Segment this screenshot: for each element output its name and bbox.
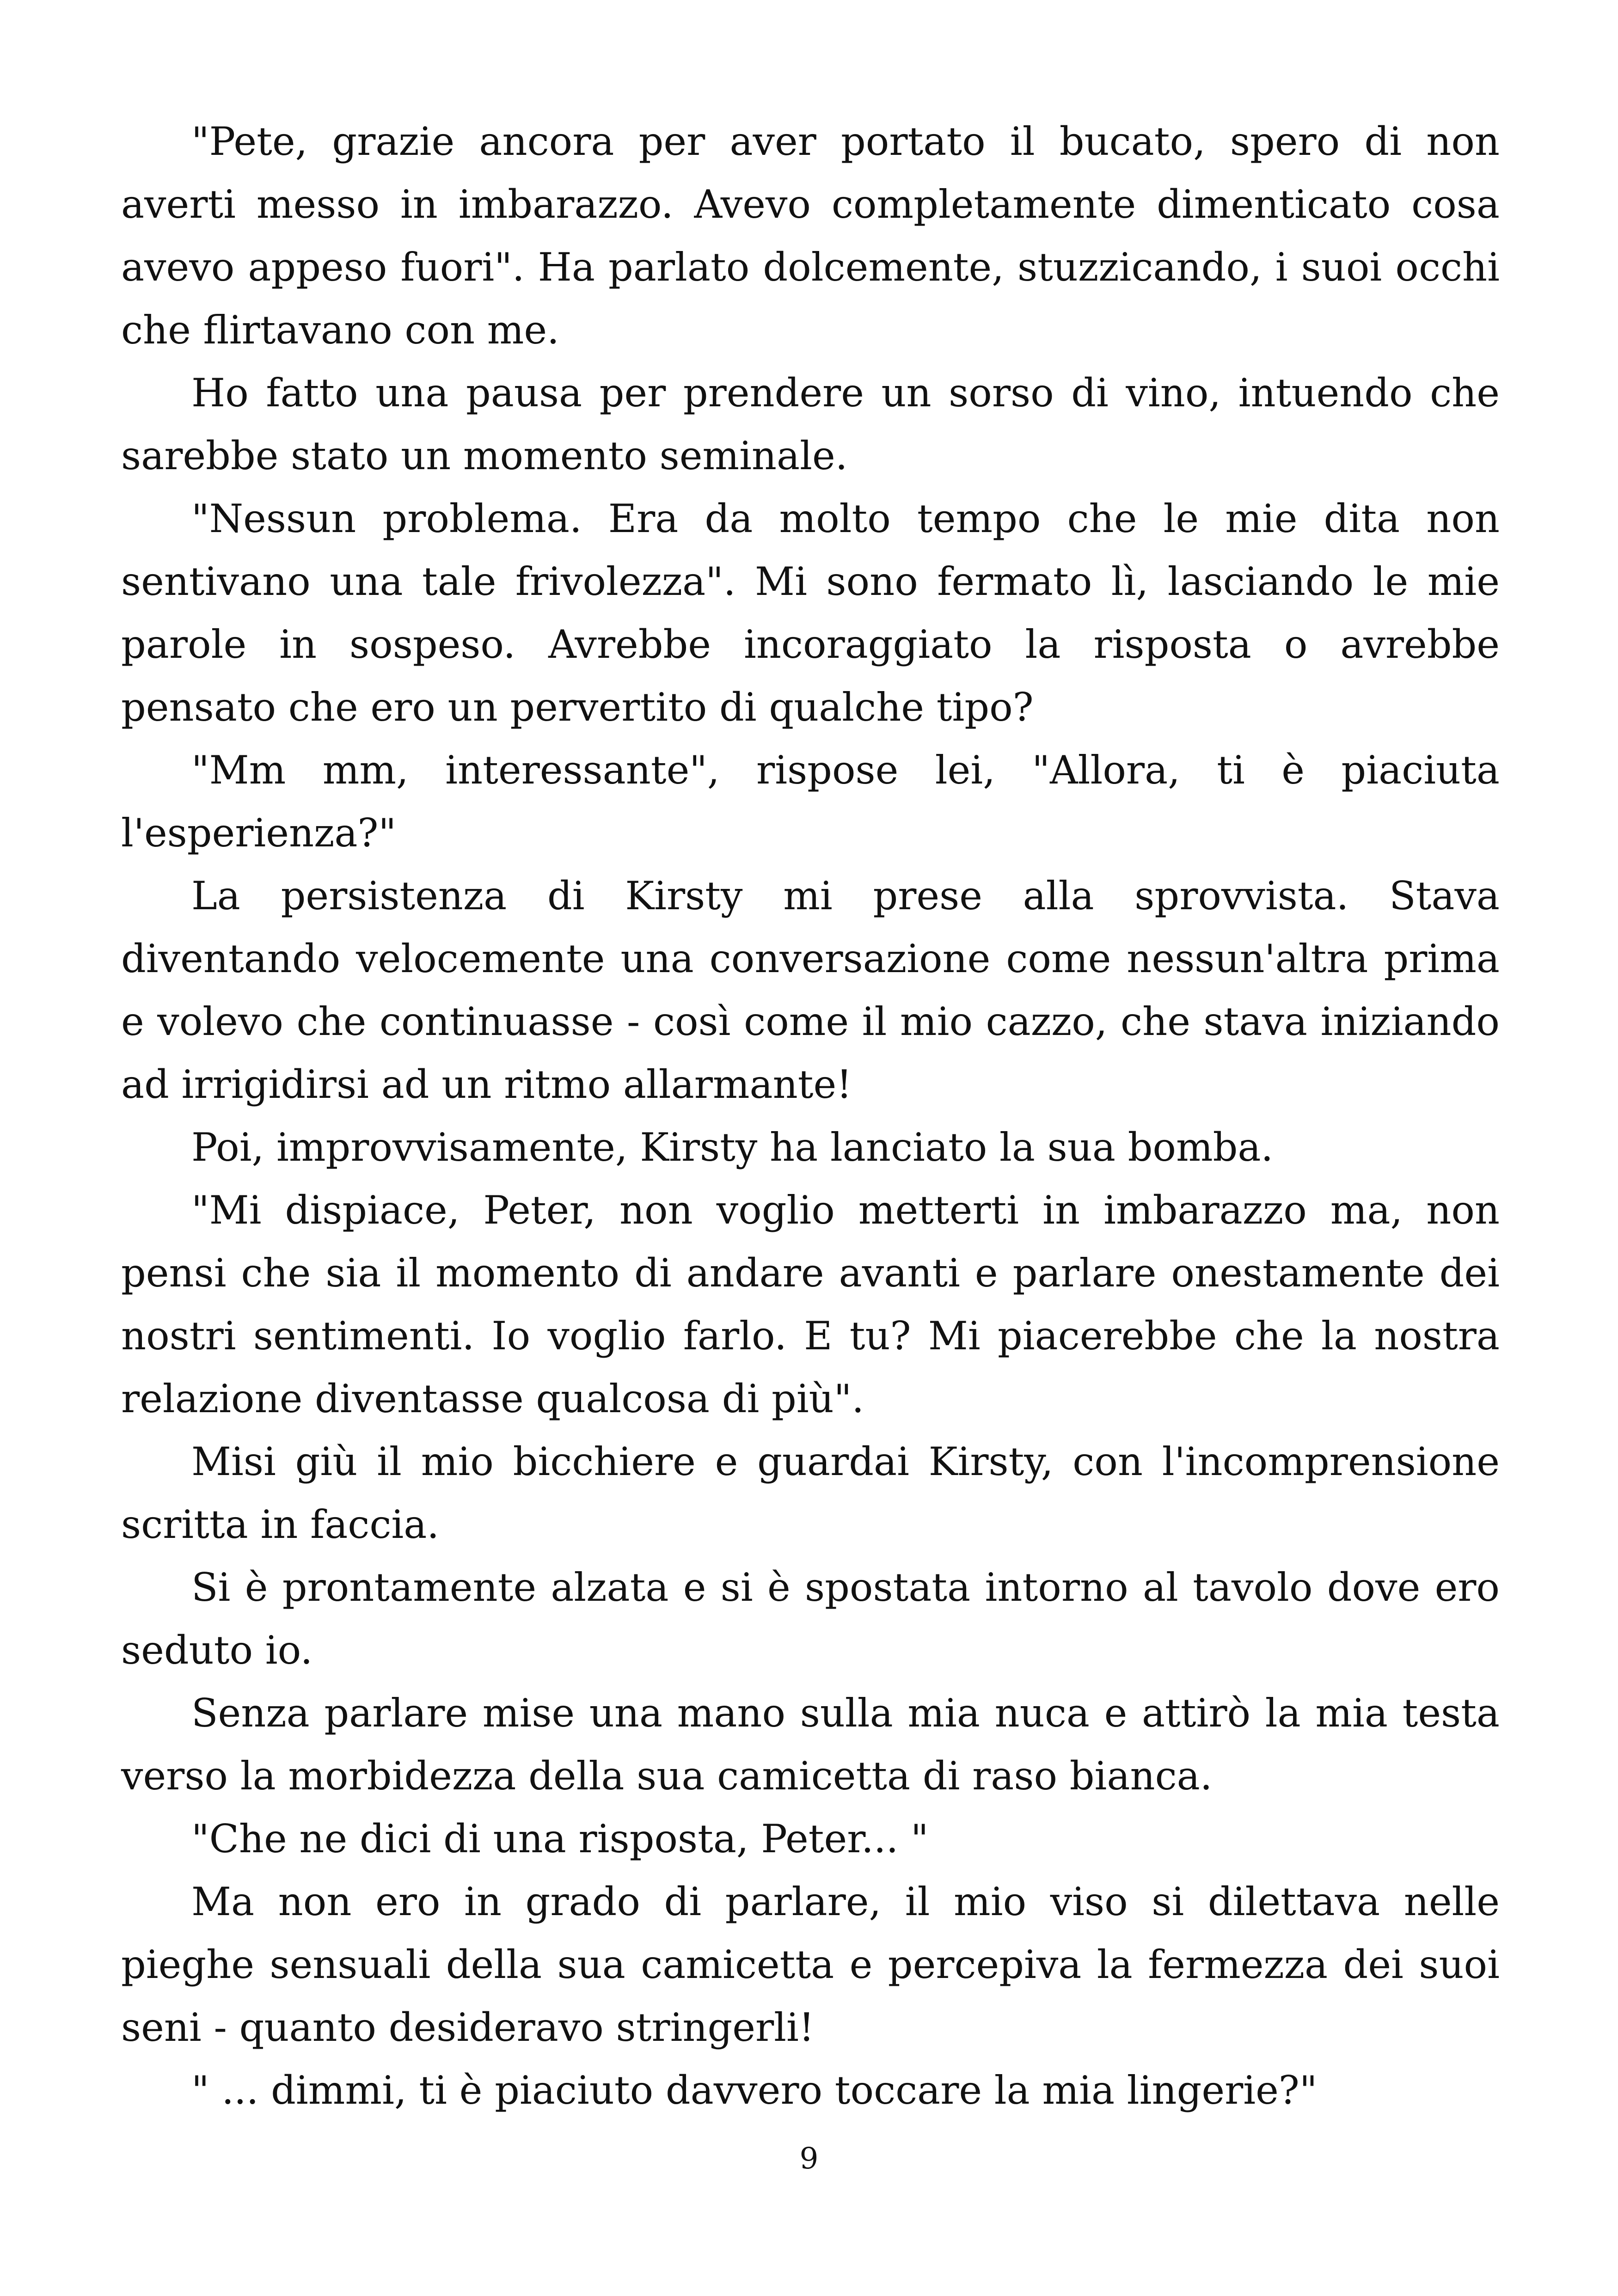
paragraph: Poi, improvvisamente, Kirsty ha lanciato la sua bomba. [191, 1125, 1274, 1170]
paragraph: "Pete, grazie ancora per aver portato il bucato, spero di non averti messo in imbarazzo. Avevo completamente dimenticato cosa avevo appeso fuori". Ha parlato dolcemente, stuzzicando, i suoi occhi che flirtavano con me. [121, 119, 1500, 353]
paragraph: Si è prontamente alzata e si è spostata intorno al tavolo dove ero seduto io. [121, 1565, 1500, 1673]
paragraph: "Mm mm, interessante", rispose lei, "Allora, ti è piaciuta l'esperienza?" [121, 747, 1500, 856]
paragraph: Misi giù il mio bicchiere e guardai Kirsty, con l'incomprensione scritta in faccia. [121, 1439, 1500, 1547]
paragraph: La persistenza di Kirsty mi prese alla sprovvista. Stava diventando velocemente una conversazione come nessun'altra prima e volevo che continuasse - così come il mio cazzo, che stava iniziando ad irrigidirsi ad un ritmo allarmante! [121, 873, 1500, 1107]
paragraph: "Mi dispiace, Peter, non voglio metterti in imbarazzo ma, non pensi che sia il momento di andare avanti e parlare onestamente dei nostri sentimenti. Io voglio farlo. E tu? Mi piacerebbe che la nostra relazione diventasse qualcosa di più". [121, 1188, 1500, 1421]
paragraph: Ma non ero in grado di parlare, il mio viso si dilettava nelle pieghe sensuali della sua camicetta e percepiva la fermezza dei suoi seni - quanto desideravo stringerli! [121, 1879, 1500, 2050]
paragraph: " ... dimmi, ti è piaciuto davvero toccare la mia lingerie?" [191, 2068, 1318, 2113]
paragraph: Ho fatto una pausa per prendere un sorso di vino, intuendo che sarebbe stato un momento seminale. [121, 370, 1500, 478]
page-number: 9 [799, 2142, 819, 2176]
paragraph: "Nessun problema. Era da molto tempo che le mie dita non sentivano una tale frivolezza". Mi sono fermato lì, lasciando le mie parole in sospeso. Avrebbe incoraggiato la risposta o avrebbe pensato che ero un pervertito di qualche tipo? [121, 496, 1500, 730]
body-text [121, 110, 1500, 2122]
paragraph: "Che ne dici di una risposta, Peter... " [191, 1816, 929, 1861]
paragraph: Senza parlare mise una mano sulla mia nuca e attirò la mia testa verso la morbidezza della sua camicetta di raso bianca. [121, 1690, 1500, 1799]
